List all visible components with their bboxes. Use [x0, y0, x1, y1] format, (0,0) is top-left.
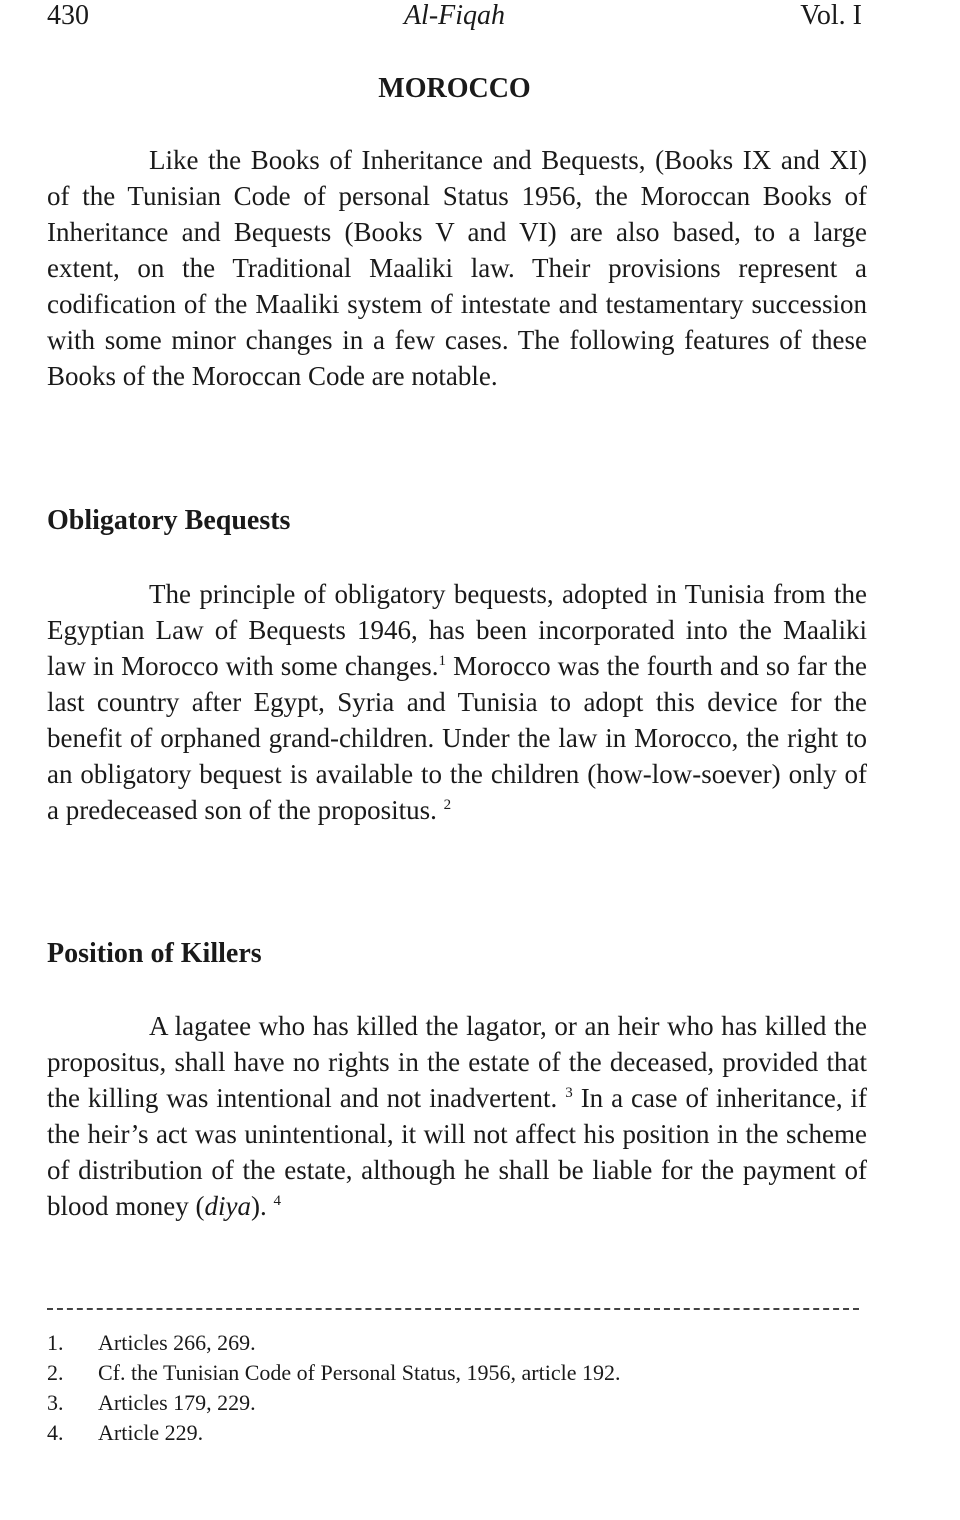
footnote-item [47, 1328, 867, 1358]
section-heading-position-of-killers: Position of Killers [47, 938, 262, 969]
footnote-item [47, 1358, 867, 1388]
paragraph-text: In a case of inheritance, if the heir’s act was unintentional, it will not affect his position in the scheme of distribution of the estate, although he shall be liable for the payment of blood money ( [47, 1083, 868, 1221]
obligatory-bequests-paragraph [47, 576, 867, 828]
footnote-text: Article 229. [98, 1420, 204, 1445]
paragraph-text: ). [250, 1191, 267, 1221]
running-title: Al-Fiqah [403, 0, 506, 31]
volume-label: Vol. I [800, 0, 862, 31]
footnote-number: 1. [47, 1330, 64, 1355]
paragraph-text: A lagatee who has killed the lagator, or an heir who has killed the propositus, shall have no rights in the estate of the deceased, provided that the killing was intentional and not inadvertent. [47, 1011, 867, 1113]
chapter-title: MOROCCO [378, 73, 531, 104]
footnotes [47, 1328, 867, 1448]
page-number: 430 [47, 0, 89, 31]
footnote-item [47, 1418, 867, 1448]
footnote-ref[interactable]: 4 [273, 1193, 281, 1209]
footnote-separator [47, 1308, 859, 1310]
footnote-ref[interactable]: 1 [438, 653, 447, 669]
footnote-number: 4. [47, 1420, 64, 1445]
footnote-ref[interactable]: 2 [443, 797, 452, 813]
footnote-ref[interactable]: 3 [565, 1085, 573, 1101]
footnote-text: Articles 179, 229. [98, 1390, 256, 1415]
footnote-number: 2. [47, 1360, 64, 1385]
paragraph-text: Morocco was the fourth and so far the last country after Egypt, Syria and Tunisia to adopt this device for the benefit of orphaned grand-children. Under the law in Morocco, the right to an obligatory bequest is available to the children (how-low-soever) only of a predeceased son of the propositus. [47, 651, 867, 825]
footnote-text: Articles 266, 269. [98, 1330, 256, 1355]
footnote-text: Cf. the Tunisian Code of Personal Status, 1956, article 192. [98, 1360, 621, 1385]
position-of-killers-paragraph [47, 1008, 867, 1224]
intro-paragraph: Like the Books of Inheritance and Bequests, (Books IX and XI) of the Tunisian Code of personal Status 1956, the Moroccan Books of Inheritance and Bequests (Books V and VI) are also based, to a large extent, on the Traditional Maaliki law. Their provisions represent a codification of the Maaliki system of intestate and testamentary succession with some minor changes in a few cases. The following features of these Books of the Moroccan Code are notable. [47, 145, 867, 391]
section-heading-obligatory-bequests: Obligatory Bequests [47, 505, 291, 536]
footnote-number: 3. [47, 1390, 64, 1415]
footnote-item [47, 1388, 867, 1418]
italic-term: diya [204, 1191, 251, 1221]
running-header [47, 0, 862, 36]
paragraph-text: The principle of obligatory bequests, adopted in Tunisia from the Egyptian Law of Bequests 1946, has been incorporated into the Maaliki law in Morocco with some changes. [47, 579, 867, 681]
